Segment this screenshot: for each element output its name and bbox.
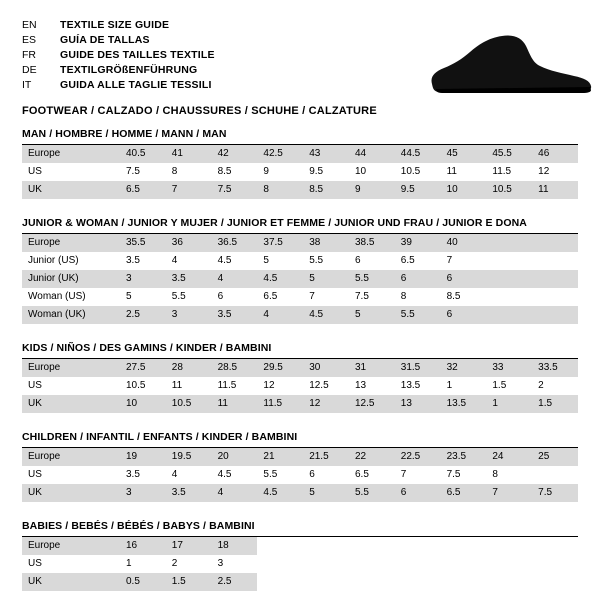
cell: 11.5 [492,166,512,177]
cell: 11 [212,395,258,413]
table-row [22,555,578,573]
table-row [22,270,578,288]
cell-empty [395,573,441,591]
cell: 7 [486,484,532,502]
section-man [22,128,578,199]
table-row [22,359,578,377]
cell: 7.5 [354,291,369,302]
cell: 8 [492,469,498,480]
cell: 4.5 [303,306,349,324]
cell-empty [441,537,487,555]
cell: 5 [303,270,349,288]
cell: 3 [166,306,212,324]
cell: 5.5 [349,270,395,288]
table-row [22,484,578,502]
cell: 12 [303,395,349,413]
cell [532,252,578,270]
cell: 2.5 [120,306,166,324]
cell: 36.5 [212,234,258,252]
cell: 1.5 [492,380,507,391]
cell: 5 [263,255,269,266]
cell: 6.5 [120,181,166,199]
cell: 6.5 [441,484,487,502]
cell: 4.5 [257,270,303,288]
cell: 42.5 [257,145,303,163]
row-label: US [28,166,42,177]
cell: 31.5 [395,359,441,377]
cell: 7.5 [532,484,578,502]
cell: 4 [171,255,178,266]
cell: 1.5 [166,573,212,591]
cell: 2 [538,380,544,391]
row-label: UK [22,573,120,591]
language-title-list [22,18,215,93]
cell [486,252,532,270]
cell: 19.5 [166,448,212,466]
cell: 6 [217,291,224,302]
row-label: US [28,558,42,569]
language-title: TEXTILGRÖßENFÜHRUNG [60,64,198,76]
cell: 10.5 [166,395,212,413]
cell: 5.5 [395,306,441,324]
cell [532,288,578,306]
cell: 10 [441,181,487,199]
cell-empty [486,555,532,573]
cell: 9 [349,181,395,199]
cell: 18 [212,537,258,555]
table-row [22,306,578,324]
language-row [22,18,215,33]
cell-empty [349,537,395,555]
cell: 10.5 [126,380,146,391]
cell: 11 [532,181,578,199]
section-title: JUNIOR & WOMAN / JUNIOR Y MUJER / JUNIOR ET FEMME / JUNIOR UND FRAU / JUNIOR E DONA [22,217,578,234]
cell: 8.5 [303,181,349,199]
cell: 3.5 [126,255,140,266]
cell: 24 [486,448,532,466]
row-label: Europe [22,359,120,377]
cell: 25 [532,448,578,466]
cell: 35.5 [120,234,166,252]
row-label: UK [22,181,120,199]
cell [532,306,578,324]
cell: 40.5 [120,145,166,163]
category-line: FOOTWEAR / CALZADO / CHAUSSURES / SCHUHE / CALZATURE [22,105,377,117]
language-title: GUÍA DE TALLAS [60,34,150,46]
cell: 3.5 [212,306,258,324]
cell: 7 [166,181,212,199]
cell: 28 [166,359,212,377]
cell: 3.5 [166,484,212,502]
language-code: ES [22,34,37,46]
section-babies [22,520,578,591]
cell-empty [441,573,487,591]
cell: 0.5 [120,573,166,591]
cell: 11.5 [257,395,303,413]
cell [486,306,532,324]
cell: 38.5 [349,234,395,252]
cell: 30 [303,359,349,377]
cell: 33.5 [532,359,578,377]
size-table [22,537,578,591]
size-table [22,234,578,324]
cell: 16 [120,537,166,555]
size-table [22,448,578,502]
row-label: UK [22,395,120,413]
cell [532,234,578,252]
language-code: FR [22,49,36,61]
cell-empty [486,573,532,591]
row-label: Europe [22,537,120,555]
cell-empty [395,537,441,555]
cell: 7.5 [126,166,140,177]
table-row [22,145,578,163]
cell: 3 [217,558,224,569]
language-row [22,63,215,78]
cell: 3.5 [126,469,140,480]
cell-empty [532,573,578,591]
cell: 12.5 [309,380,329,391]
cell: 3 [120,270,166,288]
language-row [22,78,215,93]
cell [532,270,578,288]
cell: 4.5 [257,484,303,502]
cell: 13 [395,395,441,413]
cell-empty [349,555,395,573]
cell: 2 [171,558,178,569]
cell: 37.5 [257,234,303,252]
cell: 5 [126,291,132,302]
row-label: Europe [22,234,120,252]
section-junior-woman [22,217,578,324]
cell: 12 [263,380,275,391]
table-row [22,163,578,181]
language-code: DE [22,64,37,76]
cell: 4 [257,306,303,324]
cell: 7 [309,291,315,302]
cell: 2.5 [212,573,258,591]
table-row [22,466,578,484]
cell-empty [257,573,303,591]
language-code: EN [22,19,37,31]
cell: 31 [349,359,395,377]
cell: 23.5 [441,448,487,466]
cell: 6 [395,484,441,502]
table-row [22,537,578,555]
cell: 28.5 [212,359,258,377]
cell: 5.5 [309,255,324,266]
cell: 38 [303,234,349,252]
cell: 1.5 [532,395,578,413]
cell: 22.5 [395,448,441,466]
cell: 8 [257,181,303,199]
cell-empty [303,555,349,573]
cell: 5 [349,306,395,324]
cell-empty [303,537,349,555]
cell: 5 [303,484,349,502]
table-row [22,252,578,270]
cell: 20 [212,448,258,466]
row-label: UK [22,484,120,502]
cell: 1 [486,395,532,413]
language-title: TEXTILE SIZE GUIDE [60,19,170,31]
cell: 13.5 [441,395,487,413]
size-table [22,359,578,413]
row-label: Europe [22,448,120,466]
cell-empty [303,573,349,591]
section-children [22,431,578,502]
cell: 10.5 [400,166,421,177]
cell: 4.5 [217,255,232,266]
cell: 21.5 [303,448,349,466]
cell: 8 [171,166,178,177]
cell: 3 [120,484,166,502]
cell: 12.5 [349,395,395,413]
cell [486,288,532,306]
cell: 42 [212,145,258,163]
table-row [22,573,578,591]
cell: 8 [400,291,407,302]
cell: 6.5 [400,255,415,266]
cell [486,234,532,252]
row-label: Junior (UK) [22,270,120,288]
row-label: Junior (US) [28,255,79,266]
header [22,18,578,117]
table-row [22,181,578,199]
cell: 44.5 [395,145,441,163]
cell: 10 [354,166,367,177]
cell: 13.5 [400,380,421,391]
language-code: IT [22,79,32,91]
table-row [22,288,578,306]
cell: 32 [441,359,487,377]
table-row [22,395,578,413]
section-title: CHILDREN / INFANTIL / ENFANTS / KINDER / BAMBINI [22,431,578,448]
language-title: GUIDE DES TAILLES TEXTILE [60,49,215,61]
table-row [22,377,578,395]
cell: 6 [441,306,487,324]
cell: 8.5 [217,166,232,177]
cell [532,466,578,484]
cell: 11.5 [217,380,237,391]
language-title: GUIDA ALLE TAGLIE TESSILI [60,79,212,91]
table-row [22,448,578,466]
cell: 7 [446,255,453,266]
cell: 3.5 [166,270,212,288]
cell: 5.5 [171,291,186,302]
cell: 22 [349,448,395,466]
cell-empty [486,537,532,555]
language-row [22,48,215,63]
cell: 4 [212,270,258,288]
cell: 7 [400,469,407,480]
row-label: Europe [22,145,120,163]
cell [486,270,532,288]
cell: 39 [395,234,441,252]
cell: 7.5 [446,469,461,480]
cell: 1 [446,380,453,391]
cell: 9.5 [309,166,324,177]
cell: 9 [263,166,269,177]
cell: 46 [532,145,578,163]
cell: 45.5 [486,145,532,163]
cell: 33 [486,359,532,377]
cell: 9.5 [395,181,441,199]
section-kids [22,342,578,413]
cell: 11 [446,166,457,177]
cell: 13 [354,380,367,391]
cell: 6 [354,255,361,266]
cell: 8.5 [446,291,461,302]
cell: 5.5 [263,469,278,480]
cell: 44 [349,145,395,163]
cell-empty [395,555,441,573]
cell: 41 [166,145,212,163]
cell-empty [257,537,303,555]
cell: 11 [171,380,183,391]
cell: 21 [257,448,303,466]
cell: 4 [171,469,178,480]
cell: 17 [166,537,212,555]
cell-empty [441,555,487,573]
section-title: BABIES / BEBÉS / BÉBÉS / BABYS / BAMBINI [22,520,578,537]
cell: 12 [538,166,550,177]
cell: 6 [309,469,315,480]
cell: 40 [441,234,487,252]
language-row [22,33,215,48]
cell: 10.5 [486,181,532,199]
cell: 43 [303,145,349,163]
cell: 7.5 [212,181,258,199]
size-table [22,145,578,199]
row-label: US [28,469,42,480]
section-title: MAN / HOMBRE / HOMME / MANN / MAN [22,128,578,145]
cell: 4 [212,484,258,502]
table-row [22,234,578,252]
row-label: Woman (US) [28,291,86,302]
section-title: KIDS / NIÑOS / DES GAMINS / KINDER / BAMBINI [22,342,578,359]
cell: 6 [395,270,441,288]
cell: 19 [120,448,166,466]
cell: 45 [441,145,487,163]
cell: 1 [126,558,132,569]
cell: 4.5 [217,469,232,480]
cell: 5.5 [349,484,395,502]
row-label: Woman (UK) [22,306,120,324]
cell-empty [349,573,395,591]
cell: 6.5 [354,469,369,480]
row-label: US [28,380,42,391]
cell: 10 [120,395,166,413]
cell: 27.5 [120,359,166,377]
cell: 36 [166,234,212,252]
cell: 6.5 [263,291,278,302]
cell: 29.5 [257,359,303,377]
cell: 6 [441,270,487,288]
cell-empty [532,555,578,573]
cell-empty [257,555,303,573]
cell-empty [532,537,578,555]
dress-shoe-icon [410,32,600,102]
